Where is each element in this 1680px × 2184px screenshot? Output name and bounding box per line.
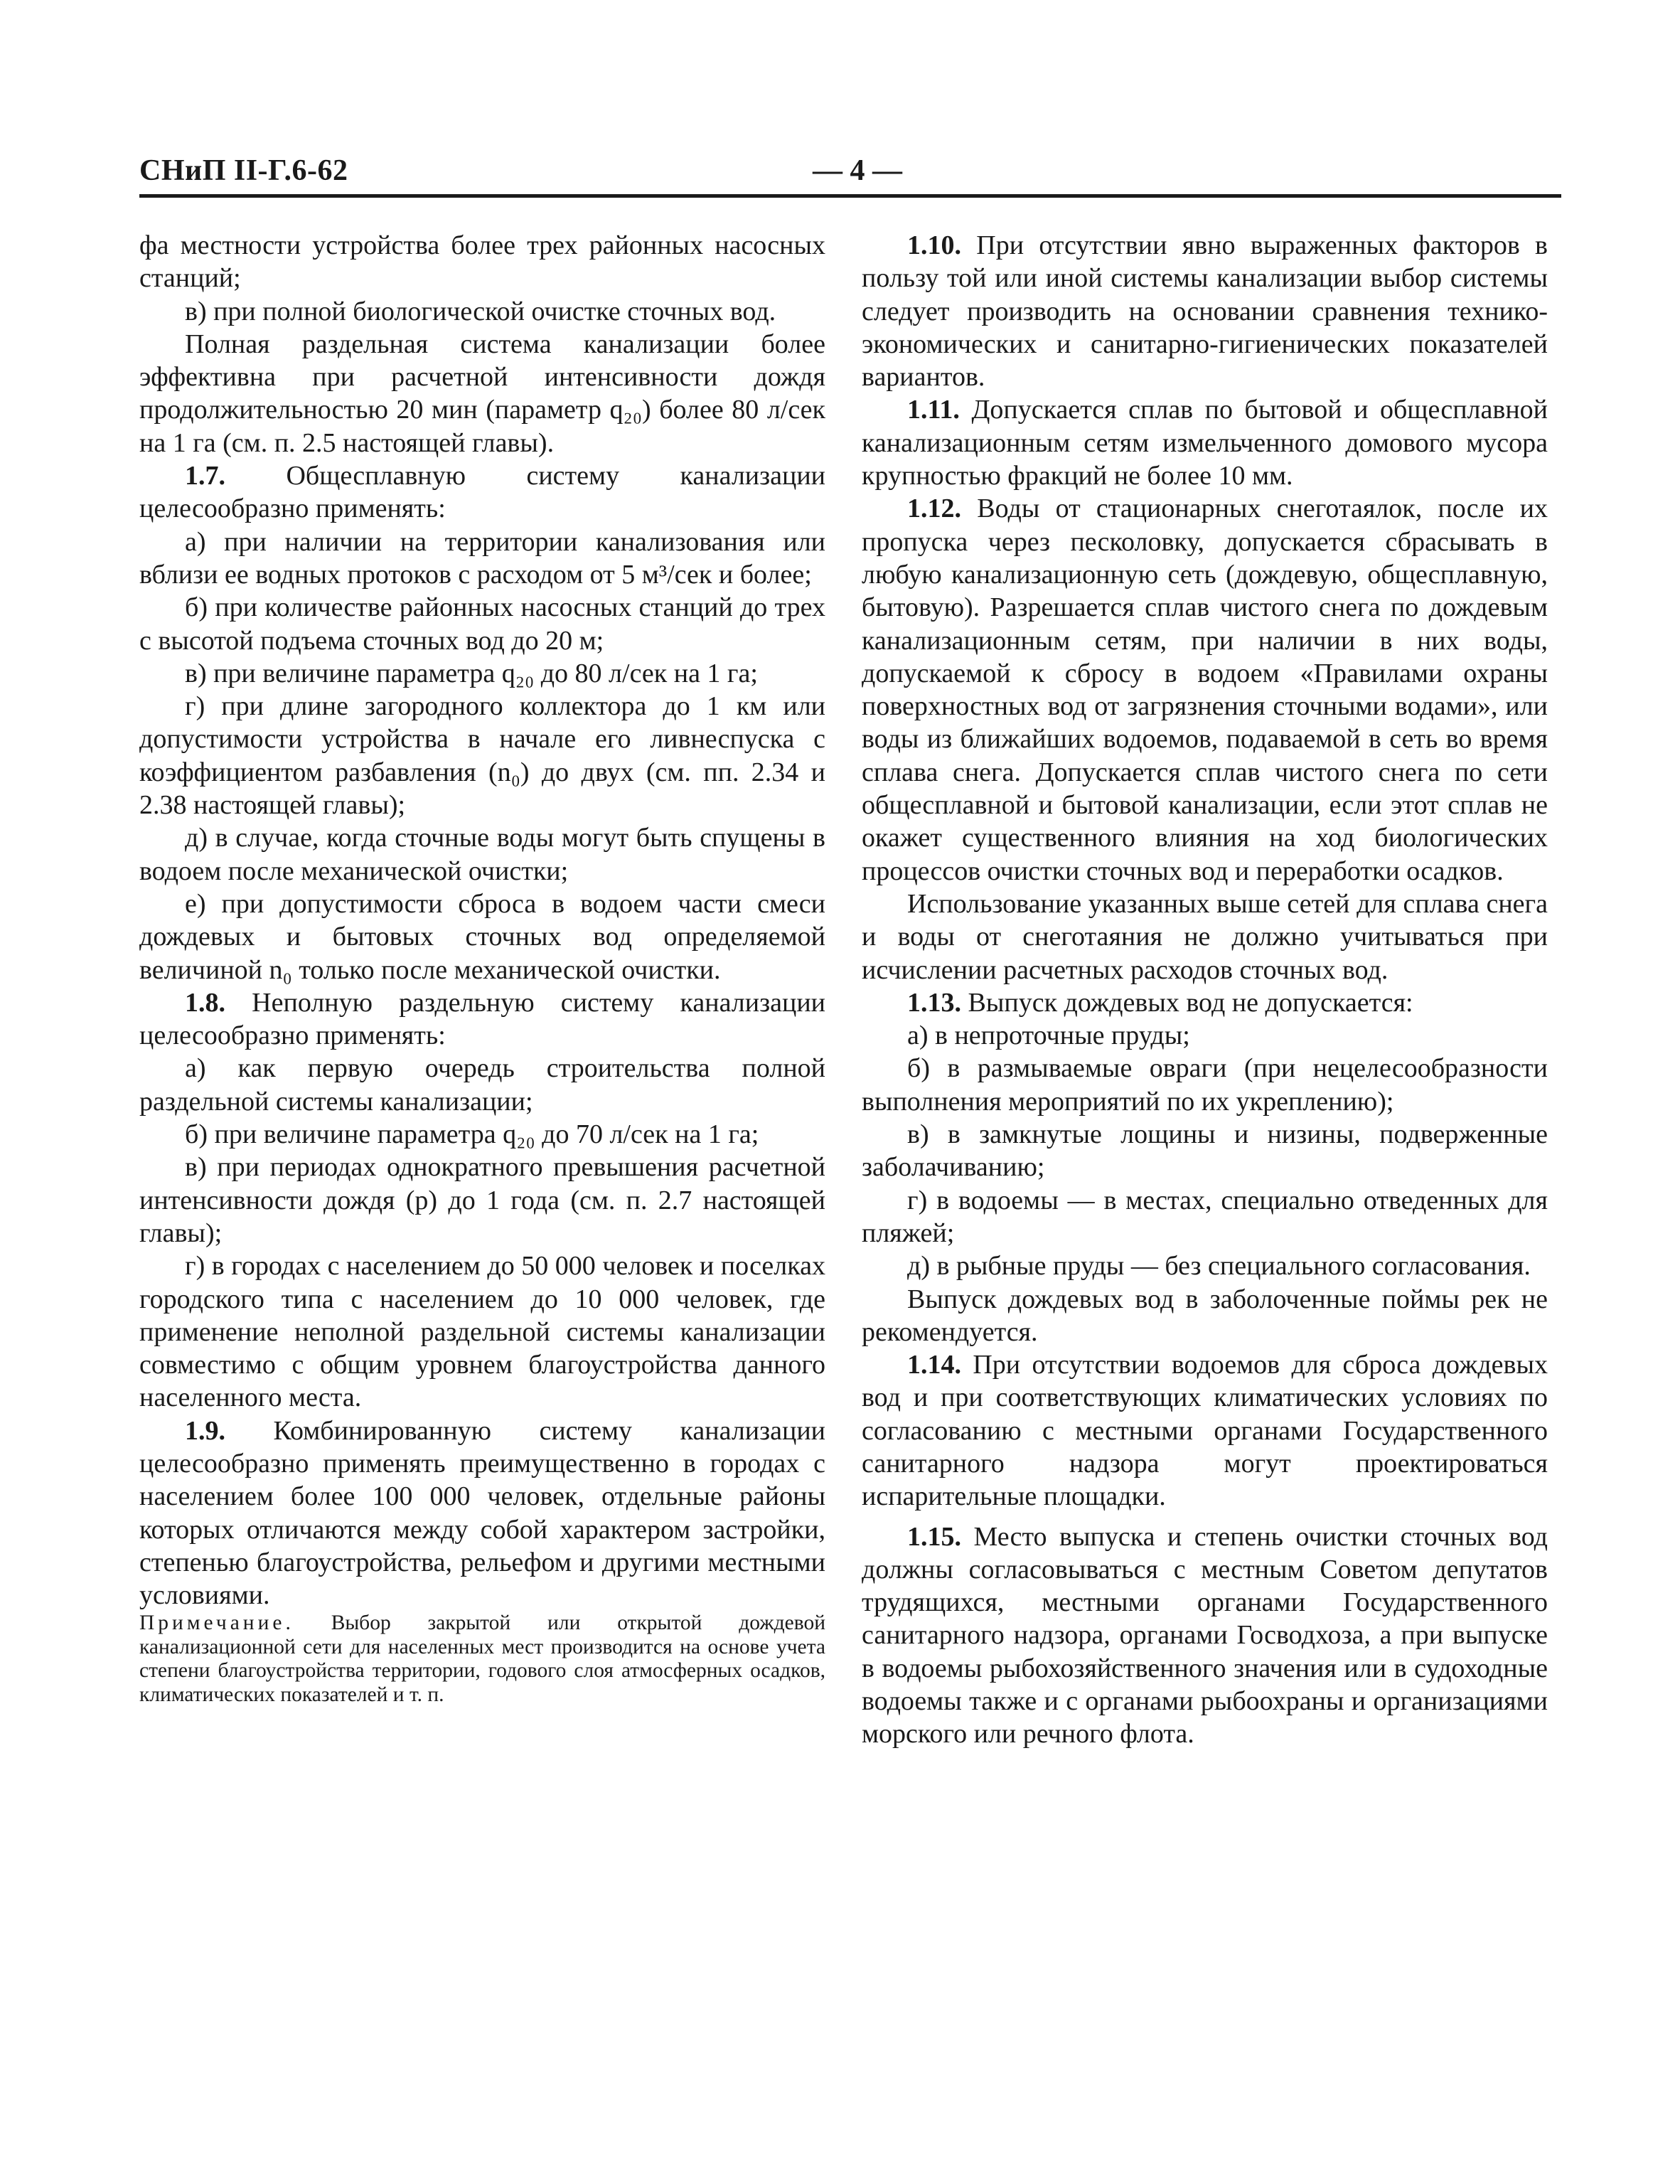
section-1-10 bbox=[862, 229, 1548, 393]
section-number: 1.12. bbox=[907, 494, 961, 524]
note-text: Выбор закрытой или открытой дождевой канализационной сети для населенных мест производится на основе учета степени благоустройства территории, годового слоя атмосферных осадков, климатических показателей и т. п. bbox=[139, 1612, 825, 1706]
paragraph-text: Выпуск дождевых вод не допускается: bbox=[968, 987, 1413, 1018]
list-item: в) при периодах однократного превышения расчетной интенсивности дождя (p) до 1 года (см. п. 2.7 настоящей главы); bbox=[139, 1152, 825, 1248]
list-item: е) при допустимости сброса в водоем части смеси дождевых и бытовых сточных вод определяемой величиной n₀ только после механической очистки. bbox=[139, 888, 825, 985]
paragraph: Выпуск дождевых вод в заболоченные поймы рек не рекомендуется. bbox=[862, 1284, 1548, 1347]
page-header bbox=[139, 153, 1561, 196]
paragraph: в) при полной биологической очистке сточных вод. bbox=[185, 296, 776, 326]
paragraph-text: При отсутствии явно выраженных факторов в пользу той или иной системы канализации выбор системы следует производить на основании сравнения технико-экономических и санитарно-гигиенических показателей вариантов. bbox=[862, 230, 1548, 393]
paragraph-text: При отсутствии водоемов для сброса дождевых вод и при соответствующих климатических условиях по согласованию с местными органами Государственного санитарного надзора могут проектироваться испарительные площадки. bbox=[862, 1350, 1548, 1512]
list-item: в) при величине параметра q₂₀ до 80 л/сек на 1 га; bbox=[185, 658, 758, 688]
list-item: а) при наличии на территории канализования или вблизи ее водных протоков с расходом от 5 м³/сек и более; bbox=[139, 526, 825, 590]
paragraph: фа местности устройства более трех районных насосных станций; bbox=[139, 230, 825, 294]
list-item: г) в городах с населением до 50 000 человек и поселках городского типа с населением до 10 000 человек, где применение неполной раздельной системы канализации совместимо с общим уровнем благоустройства данного населенного места. bbox=[139, 1251, 825, 1413]
paragraph: Полная раздельная система канализации более эффективна при расчетной интенсивности дождя продолжительностью 20 мин (параметр q₂₀) более 80 л/сек на 1 га (см. п. 2.5 настоящей главы). bbox=[139, 329, 825, 458]
list-item: д) в рыбные пруды — без специального согласования. bbox=[907, 1251, 1531, 1282]
section-number: 1.11. bbox=[907, 395, 960, 425]
note-label: Примечание. bbox=[139, 1612, 294, 1635]
list-item: а) как первую очередь строительства полной раздельной системы канализации; bbox=[139, 1053, 825, 1117]
page-number: — 4 — bbox=[813, 154, 902, 187]
right-column bbox=[862, 229, 1548, 1751]
footnote bbox=[139, 1612, 825, 1707]
section-1-8 bbox=[139, 986, 825, 1053]
section-1-9 bbox=[139, 1415, 825, 1612]
paragraph-text: Комбинированную систему канализации целесообразно применять преимущественно в городах с населением более 100 000 человек, отдельные районы которых отличаются между собой характером застройки, степенью благоустройства, рельефом и другими местными условиями. bbox=[139, 1415, 825, 1611]
left-column bbox=[139, 229, 825, 1707]
list-item: д) в случае, когда сточные воды могут быть спущены в водоем после механической очистки; bbox=[139, 823, 825, 886]
header-rule bbox=[139, 194, 1561, 198]
paragraph-text: Воды от стационарных снеготаялок, после их пропуска через песколовку, допускается сбрасывать в любую канализационную сеть (дождевую, общесплавную, бытовую). Разрешается сплав чистого снега по дождевым канализационным сетям, при наличии в них воды, допускаемой к сбросу в водоем «Правилами охраны поверхностных вод от загрязнения сточными водами», или воды из ближайших водоемов, подаваемой в сеть во время сплава снега. Допускается сплав чистого снега по сети общесплавной и бытовой канализации, если этот сплав не окажет существенного влияния на ход биологических процессов очистки сточных вод и переработки осадков. bbox=[862, 494, 1548, 886]
section-number: 1.8. bbox=[185, 987, 225, 1018]
section-number: 1.14. bbox=[907, 1350, 961, 1380]
section-1-11 bbox=[862, 393, 1548, 492]
section-1-7 bbox=[139, 459, 825, 526]
list-item: б) при количестве районных насосных станций до трех с высотой подъема сточных вод до 20 м; bbox=[139, 592, 825, 656]
list-item: в) в замкнутые лощины и низины, подверженные заболачиванию; bbox=[862, 1119, 1548, 1183]
section-1-14 bbox=[862, 1348, 1548, 1513]
list-item: г) при длине загородного коллектора до 1 км или допустимости устройства в начале его ливнеспуска с коэффициентом разбавления (n₀) до двух (см. пп. 2.34 и 2.38 настоящей главы); bbox=[139, 691, 825, 821]
section-1-15 bbox=[862, 1520, 1548, 1751]
paragraph-text: Допускается сплав по бытовой и общесплавной канализационным сетям измельченного домового мусора крупностью фракций не более 10 мм. bbox=[862, 395, 1548, 491]
section-1-13 bbox=[862, 986, 1548, 1019]
list-item: г) в водоемы — в местах, специально отведенных для пляжей; bbox=[862, 1185, 1548, 1248]
list-item: б) в размываемые овраги (при нецелесообразности выполнения мероприятий по их укреплению); bbox=[862, 1053, 1548, 1117]
paragraph-text: Неполную раздельную систему канализации целесообразно применять: bbox=[139, 987, 825, 1051]
section-number: 1.10. bbox=[907, 230, 961, 260]
paragraph-text: Общесплавную систему канализации целесообразно применять: bbox=[139, 461, 826, 524]
paragraph: Использование указанных выше сетей для сплава снега и воды от снеготаяния не должно учитываться при исчислении расчетных расходов сточных вод. bbox=[862, 888, 1548, 985]
list-item: б) при величине параметра q₂₀ до 70 л/сек на 1 га; bbox=[185, 1119, 759, 1150]
section-number: 1.15. bbox=[907, 1521, 961, 1552]
document-code: СНиП II-Г.6-62 bbox=[139, 154, 348, 187]
section-number: 1.7. bbox=[185, 461, 225, 491]
list-item: а) в непроточные пруды; bbox=[907, 1021, 1190, 1051]
section-number: 1.13. bbox=[907, 987, 961, 1018]
section-1-12 bbox=[862, 492, 1548, 888]
section-number: 1.9. bbox=[185, 1415, 225, 1446]
paragraph-text: Место выпуска и степень очистки сточных вод должны согласовываться с местным Советом депутатов трудящихся, местными органами Государственного санитарного надзора, органами Госводхоза, а при выпуске в водоемы рыбохозяйственного значения или в судоходные водоемы также и с органами рыбоохраны и организациями морского или речного флота. bbox=[862, 1521, 1548, 1749]
